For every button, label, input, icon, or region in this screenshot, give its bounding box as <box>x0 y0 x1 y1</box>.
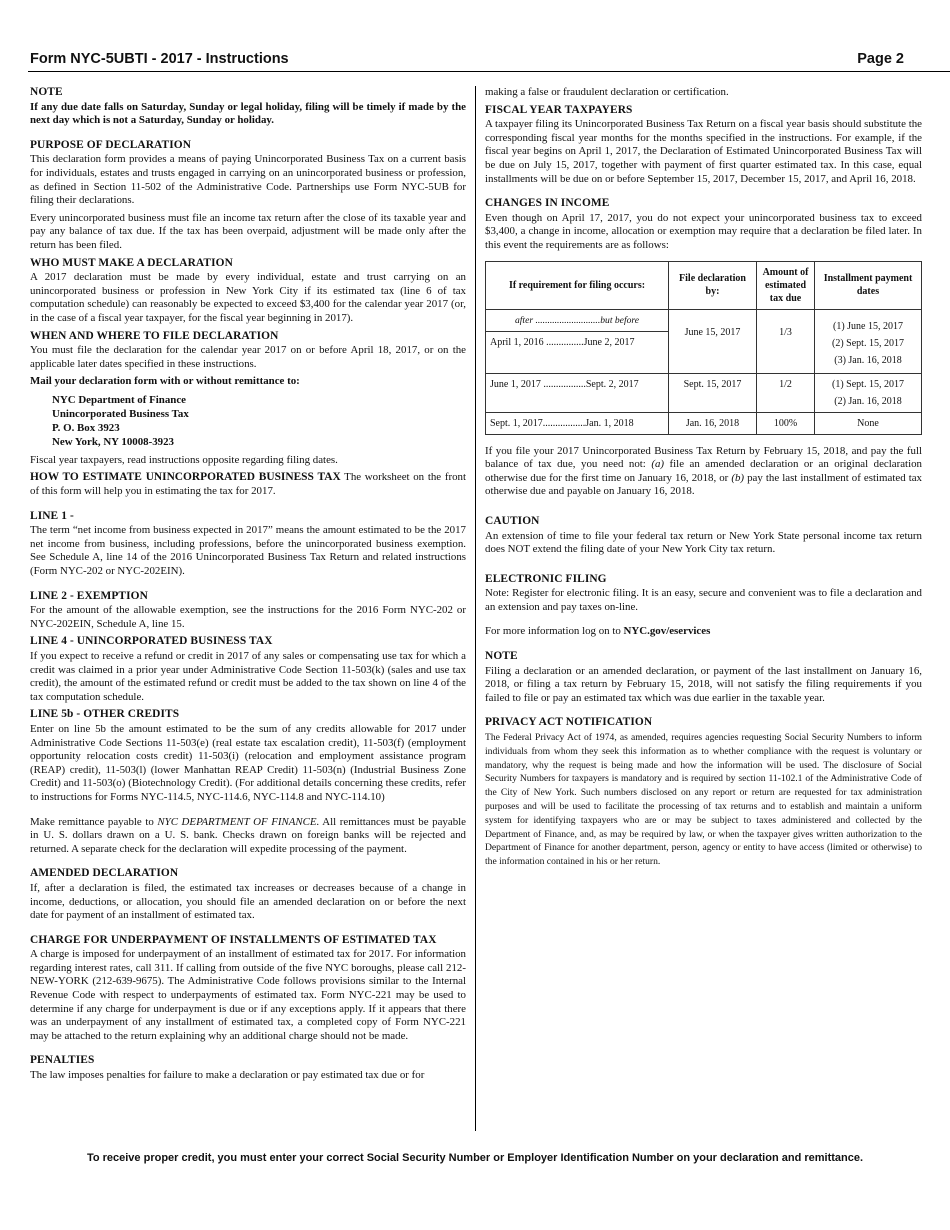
purpose-paragraph-2: Every unincorporated business must file an income tax return after the close of its taxable year and pay any balance of tax due. If the tax has been overpaid, adjustment will be made only after the return has been filed. <box>30 211 466 251</box>
filing-schedule-table <box>485 261 922 435</box>
note-text: If any due date falls on Saturday, Sunday or legal holiday, filing will be timely if made by the next day which is not a Saturday, Sunday or holiday. <box>30 100 466 127</box>
note-heading: NOTE <box>30 86 63 98</box>
fiscal-text: A taxpayer filing its Unincorporated Business Tax Return on a fiscal year basis should substitute the corresponding fiscal year months for the months specified in the instructions. For example, if the fiscal year begins on April 1, 2017, the Declaration of Estimated Unincorporated Business Tax will be due on July 15, 2017, together with payment of first quarter estimated tax. In this case, equal installments will be due on or before September 15, 2017, December 15, 2017, and April 16, 2018. <box>485 118 922 185</box>
line1-text: The term “net income from business expected in 2017” means the amount estimated to be the 2017 net income from business, including professions, before the unincorporated business exemption. See Schedule A, line 14 of the 2016 Unincorporated Business Tax Return and related instructions (Form NYC-202 or NYC-202EIN). <box>30 524 466 578</box>
note2-text: Filing a declaration or an amended declaration, or payment of the last installment on January 16, 2018, or filing a tax return by February 15, 2018, will not satisfy the filing requirements if you failed to file or pay an estimated tax which was due earlier in the taxable year. <box>485 664 922 704</box>
purpose-paragraph-1: This declaration form provides a means of paying Unincorporated Business Tax on a current basis for individuals, estates and trusts engaged in carrying on an unincorporated business or profession, as defined in Section 11-502 of the Administrative Code. Partnerships use Form NYC-5UB for filing their declarations. <box>30 153 466 207</box>
info-line <box>485 625 922 639</box>
address-line: P. O. Box 3923 <box>52 421 120 434</box>
feb-a: (a) <box>651 458 665 471</box>
mailing-address <box>52 393 466 449</box>
purpose-heading: PURPOSE OF DECLARATION <box>30 138 192 151</box>
column-header: If requirement for filing occurs: <box>486 261 669 309</box>
file-by-cell: June 15, 2017 <box>669 309 757 373</box>
line1-heading: LINE 1 - <box>30 509 74 522</box>
right-column <box>485 86 922 873</box>
line2-text: For the amount of the allowable exemption, see the instructions for the 2016 Form NYC-202 or NYC-202EIN, Schedule A, line 15. <box>30 604 466 630</box>
amount-cell: 1/3 <box>757 309 815 373</box>
column-header: Installment payment dates <box>815 261 922 309</box>
privacy-text: The Federal Privacy Act of 1974, as amended, requires agencies requesting Social Security Numbers to inform individuals from whom they seek this information as to whether compliance with the request is voluntary or mandatory, why the request is being made and how the information will be used. The disclosure of Social Security Numbers for taxpayers is mandatory and is required by section 11-102.1 of the Administrative Code of the City of New York. Such numbers disclosed on any report or return are requested for tax administration purposes and will be used to facilitate the processing of tax returns and to establish and maintain a uniform system for identifying taxpayers who are or may be subject to taxes administered and collected by the Department of Finance, and, as may be required by law, or when the taxpayer gives written authorization to the Department of Finance for another department, person, agency or entity to have access (limited or otherwise) to the information contained in his or her return. <box>485 732 922 868</box>
amended-text: If, after a declaration is filed, the estimated tax increases or decreases because of a change in income, deductions, or allocation, you should file an amended declaration on or before the next date for payment of an installment of estimated tax. <box>30 881 466 922</box>
address-line: NYC Department of Finance <box>52 393 186 406</box>
amount-cell: 100% <box>757 412 815 434</box>
table-subheader: after ...........................but before <box>486 309 669 331</box>
line4-text: If you expect to receive a refund or credit in 2017 of any sales or compensating use tax for which a credit was claimed in a prior year under Administrative Code Section 11-503(k) (sales and use tax credit), the amount of the estimated refund or credit must be added to the tax shown on line 4 of the tax computation schedule. <box>30 650 466 703</box>
line2-heading: LINE 2 - EXEMPTION <box>30 589 148 602</box>
how-text: The worksheet on the front of this form will help you in estimating the tax for 2017. <box>30 471 466 498</box>
changes-text: Even though on April 17, 2017, you do not expect your unincorporated business tax to exceed $3,400, a change in income, allocation or exemption may require that a declaration be filed later. In this event the requirements are as follows: <box>485 211 922 251</box>
installment-date: (1) June 15, 2017 <box>833 320 903 332</box>
line5b-heading: LINE 5b - OTHER CREDITS <box>30 708 180 721</box>
column-divider <box>475 86 476 1131</box>
fiscal-heading: FISCAL YEAR TAXPAYERS <box>485 103 633 116</box>
address-line: New York, NY 10008-3923 <box>52 435 175 448</box>
feb-text-1: If you file your 2017 Unincorporated Business Tax Return by February 15, 2018, and pay the full balance of tax due, you need not: <box>485 444 922 471</box>
amount-cell: 1/2 <box>757 373 815 412</box>
penalties-heading: PENALTIES <box>30 1054 95 1067</box>
amended-heading: AMENDED DECLARATION <box>30 867 179 880</box>
installment-date: (2) Sept. 15, 2017 <box>832 337 904 349</box>
feb-text-2: file an amended declaration or an original declaration otherwise due for the first time on January 16, 2018, or <box>485 458 922 484</box>
file-by-cell: Jan. 16, 2018 <box>669 412 757 434</box>
range-cell: Sept. 1, 2017.................Jan. 1, 2018 <box>486 412 669 434</box>
form-title: Form NYC-5UBTI - 2017 - Instructions <box>30 51 289 67</box>
who-heading: WHO MUST MAKE A DECLARATION <box>30 256 233 269</box>
installment-date: (1) Sept. 15, 2017 <box>832 378 904 390</box>
who-text: A 2017 declaration must be made by every individual, estate and trust carrying on an unincorporated business or profession in New York City if its estimated tax (line 6 of tax computation schedule) can reasonably be expected to exceed $3,400 for the calendar year 2017 (or, in the case of a fiscal year taxpayer, for the fiscal year beginning in 2017). <box>30 271 466 324</box>
dates-cell <box>815 309 922 373</box>
note2-heading: NOTE <box>485 650 518 663</box>
table-row <box>486 373 922 412</box>
eservices-link[interactable]: NYC.gov/eservices <box>623 625 711 638</box>
table-row <box>486 412 922 434</box>
installment-date: (2) Jan. 16, 2018 <box>834 395 902 407</box>
left-column <box>30 86 466 1087</box>
charge-heading: CHARGE FOR UNDERPAYMENT OF INSTALLMENTS OF ESTIMATED TAX <box>30 933 437 946</box>
dates-cell: None <box>815 412 922 434</box>
privacy-heading: PRIVACY ACT NOTIFICATION <box>485 716 653 729</box>
dates-cell <box>815 373 922 412</box>
footer-notice: To receive proper credit, you must enter your correct Social Security Number or Employer Identification Number on your declaration and remittance. <box>86 1152 864 1164</box>
column-header: Amount of estimated tax due <box>757 261 815 309</box>
remittance-text <box>30 816 466 857</box>
when-text: You must file the declaration for the calendar year 2017 on or before April 18, 2017, or on the applicable later dates specified in these instructions. <box>30 344 466 370</box>
line4-heading: LINE 4 - UNINCORPORATED BUSINESS TAX <box>30 635 273 648</box>
remittance-post: All remittances must be payable in U. S. dollars drawn on a U. S. bank. Checks drawn on foreign banks will be rejected and returned. A separate check for the declaration will expedite processing of the payment. <box>30 815 466 855</box>
remittance-pre: Make remittance payable to <box>30 815 158 828</box>
when-heading: WHEN AND WHERE TO FILE DECLARATION <box>30 329 279 342</box>
page-header <box>28 50 950 72</box>
feb-b: (b) <box>731 471 745 484</box>
caution-heading: CAUTION <box>485 514 540 527</box>
range-cell: June 1, 2017 .................Sept. 2, 2017 <box>486 373 669 412</box>
caution-text: An extension of time to file your federal tax return or New York State personal income tax return does NOT extend the filing date of your New York City tax return. <box>485 529 922 556</box>
continued-text: making a false or fraudulent declaration or certification. <box>485 86 729 98</box>
info-text: For more information log on to <box>485 625 624 638</box>
address-line: Unincorporated Business Tax <box>52 407 189 420</box>
range-cell: April 1, 2016 ...............June 2, 2017 <box>486 331 669 373</box>
how-heading: HOW TO ESTIMATE UNINCORPORATED BUSINESS TAX <box>30 471 341 484</box>
line5b-text: Enter on line 5b the amount estimated to be the sum of any credits allowable for 2017 under Administrative Code Sections 11-503(e) (real estate tax escalation credit), 11-503(f) (employment opportunity relocation costs credit) 11-503(i) (relocation and employment assistance program (REAP) credit), 11-503(l) (lower Manhattan REAP Credit) 11-503(n) (Industrial Business Zone Credit) and 11-503(o) (Biotechnology Credit). (For additional details concerning these credits, refer to instructions for Forms NYC-114.5, NYC-114.6, NYC-114.8 and NYC-114.10) <box>30 722 466 803</box>
feb-paragraph <box>485 445 922 499</box>
efile-text: Note: Register for electronic filing. It is an easy, secure and convenient was to file a declaration and an extension and pay taxes on-line. <box>485 587 922 613</box>
installment-date: (3) Jan. 16, 2018 <box>834 354 902 366</box>
remittance-payee: NYC DEPARTMENT OF FINANCE. <box>157 815 320 828</box>
efile-heading: ELECTRONIC FILING <box>485 572 607 585</box>
charge-text: A charge is imposed for underpayment of an installment of estimated tax for 2017. For information regarding interest rates, call 311. If calling from outside of the five NYC boroughs, please call 212-NEW-YORK (212-639-9675). The Administrative Code follows provisions similar to the Internal Revenue Code with respect to underpayments of estimated tax. Form NYC-221 may be used to determine if any charge for underpayment is due or if any exceptions apply. If it appears that there was an underpayment of any installment of estimated tax, a completed copy of Form NYC-221 may be attached to the return explaining why an additional charge should not be made. <box>30 948 466 1042</box>
feb-text-3: pay the last installment of estimated tax otherwise due and payable on January 16, 2018. <box>485 471 922 498</box>
penalties-text: The law imposes penalties for failure to make a declaration or pay estimated tax due or for <box>30 1069 425 1082</box>
how-paragraph <box>30 471 466 498</box>
page-number: Page 2 <box>857 51 904 67</box>
table-header-row <box>486 261 922 309</box>
changes-heading: CHANGES IN INCOME <box>485 197 610 210</box>
file-by-cell: Sept. 15, 2017 <box>669 373 757 412</box>
column-header: File declaration by: <box>669 261 757 309</box>
fiscal-note: Fiscal year taxpayers, read instructions opposite regarding filing dates. <box>30 453 338 466</box>
mail-heading: Mail your declaration form with or without remittance to: <box>30 375 300 388</box>
table-row <box>486 309 922 331</box>
